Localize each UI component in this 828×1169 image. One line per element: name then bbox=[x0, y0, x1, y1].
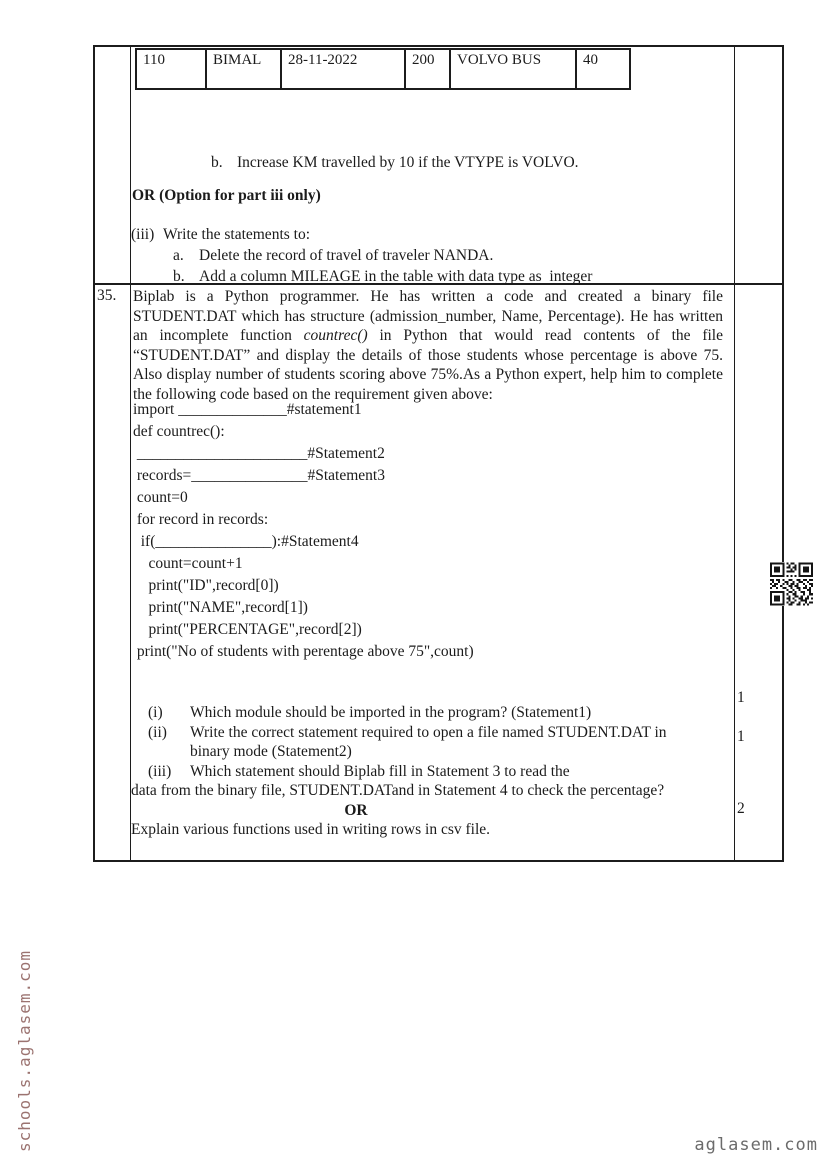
table-cell-no: 40 bbox=[583, 52, 598, 68]
sub-question-i bbox=[131, 703, 732, 723]
mark-value: 1 bbox=[737, 728, 745, 745]
q34-or-heading: OR (Option for part iii only) bbox=[132, 187, 321, 204]
question-number: 35. bbox=[97, 287, 117, 304]
sub-question-iii bbox=[131, 762, 732, 782]
code-line: print("No of students with perentage above 75",count) bbox=[133, 643, 474, 660]
sub-question-iii-continuation: data from the binary file, STUDENT.DATand in Statement 4 to check the percentage? bbox=[131, 782, 665, 799]
sub-question-ii-text: Write the correct statement required to open a file named STUDENT.DAT in bbox=[190, 723, 667, 741]
list-marker: (iii) bbox=[148, 762, 172, 780]
table-cell-vtype: VOLVO BUS bbox=[451, 50, 577, 88]
q34-sub-b-text: Add a column MILEAGE in the table with data type as integer bbox=[199, 268, 593, 285]
sub-question-ii-line2: binary mode (Statement2) bbox=[190, 743, 352, 760]
q34-item-b bbox=[211, 153, 579, 173]
code-line: count=count+1 bbox=[133, 555, 243, 572]
q35-intro-paragraph bbox=[133, 287, 723, 404]
code-line: ______________________#Statement2 bbox=[133, 445, 385, 462]
q34-item-b-text: Increase KM travelled by 10 if the VTYPE is VOLVO. bbox=[237, 154, 579, 171]
sub-question-ii bbox=[131, 723, 732, 743]
q34-sub-b bbox=[173, 267, 592, 287]
q34-part-iii-text: Write the statements to: bbox=[163, 226, 311, 243]
intro-italic-function: countrec() bbox=[303, 327, 368, 344]
table-cell-tno: 110 bbox=[137, 50, 207, 88]
travel-data-table bbox=[135, 48, 631, 90]
mark-value: 1 bbox=[737, 689, 745, 706]
q34-content-cell bbox=[131, 47, 735, 285]
list-marker: b. bbox=[173, 268, 185, 285]
q34-sub-a bbox=[173, 246, 493, 266]
code-line: import ______________#statement1 bbox=[133, 401, 362, 418]
intro-before: Biplab is a Python programmer. He has written a code and created a binary file STUDENT.DAT which has structure (admission_number, Name, Percentage). He has written an incomplete function bbox=[133, 288, 723, 344]
list-marker: (iii) bbox=[131, 226, 155, 243]
q34-marks-cell bbox=[735, 47, 782, 285]
code-line: print("PERCENTAGE",record[2]) bbox=[133, 621, 362, 638]
code-line: print("ID",record[0]) bbox=[133, 577, 279, 594]
list-marker: a. bbox=[173, 247, 184, 264]
q35-content-cell bbox=[131, 285, 735, 860]
code-line: if(_______________):#Statement4 bbox=[133, 533, 359, 550]
list-marker: b. bbox=[211, 154, 223, 171]
watermark-bottom-right: aglasem.com bbox=[694, 1135, 818, 1155]
q35-number-cell bbox=[95, 285, 131, 860]
q34-part-iii bbox=[131, 225, 310, 245]
q35-code-block bbox=[133, 399, 474, 663]
table-cell-date: 28-11-2022 bbox=[282, 50, 406, 88]
q34-sub-a-text: Delete the record of travel of traveler NANDA. bbox=[199, 247, 494, 264]
q35-or-separator: OR bbox=[344, 801, 368, 819]
list-marker: (i) bbox=[148, 704, 163, 721]
qr-code bbox=[770, 562, 813, 606]
code-line: count=0 bbox=[133, 489, 188, 506]
table-cell-km: 200 bbox=[406, 50, 451, 88]
list-marker: (ii) bbox=[148, 723, 167, 741]
question-table bbox=[93, 45, 784, 862]
code-line: records=_______________#Statement3 bbox=[133, 467, 385, 484]
sub-question-iii-text: Which statement should Biplab fill in Statement 3 to read the bbox=[190, 762, 570, 780]
q35-sub-questions bbox=[131, 703, 732, 840]
q34-number-cell bbox=[95, 47, 131, 285]
mark-value: 2 bbox=[737, 800, 745, 817]
watermark-left: schools.aglasem.com bbox=[15, 949, 34, 1152]
code-line: for record in records: bbox=[133, 511, 269, 528]
q35-alternative-question: Explain various functions used in writing rows in csv file. bbox=[131, 821, 491, 838]
code-line: print("NAME",record[1]) bbox=[133, 599, 308, 616]
sub-question-i-text: Which module should be imported in the program? (Statement1) bbox=[190, 704, 592, 721]
code-line: def countrec(): bbox=[133, 423, 225, 440]
table-cell-name: BIMAL bbox=[207, 50, 282, 88]
intro-after: in Python that would read contents of the file “STUDENT.DAT” and display the details of those students whose percentage is above 75. Also display number of students scoring above 75%.As a Python expert, help him to complete the following code based on the requirement given above: bbox=[133, 327, 723, 403]
